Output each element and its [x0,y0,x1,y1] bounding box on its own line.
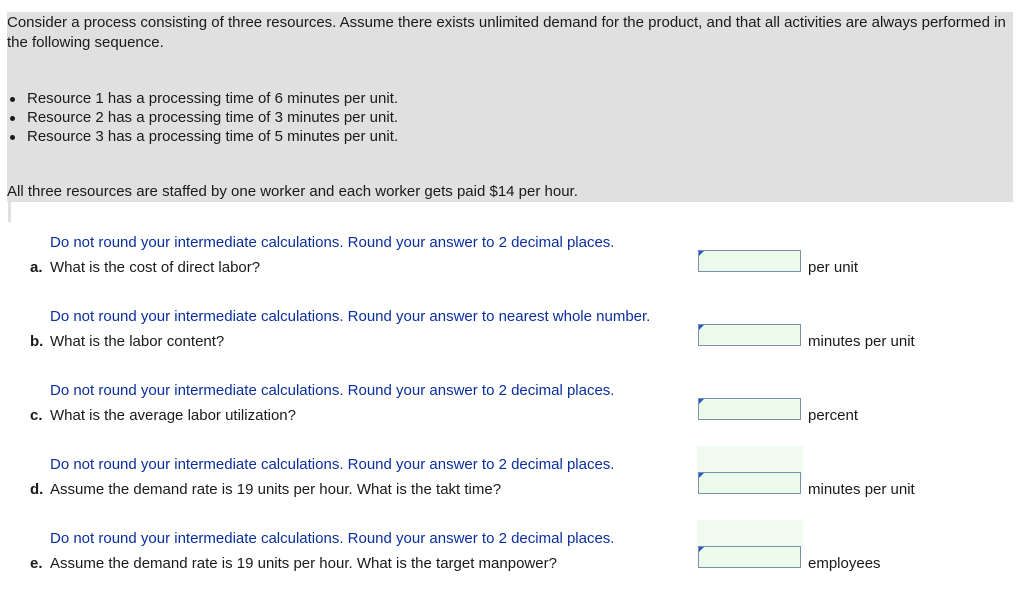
answer-d-flag-icon [699,473,704,478]
question-b-letter: b. [30,333,44,350]
answer-c-input[interactable] [698,398,801,420]
question-b [0,308,1024,358]
answer-a-unit: per unit [808,259,859,276]
problem-statement [7,12,1013,202]
answer-d-input[interactable] [698,472,801,494]
problem-intro: Consider a process consisting of three resources. Assume there exists unlimited demand for the product, and that all activities are always performed in the following sequence. [7,14,1006,51]
answer-c-unit: percent [808,407,859,424]
question-c [0,382,1024,432]
resource-item: Resource 1 has a processing time of 6 minutes per unit. [7,89,398,108]
question-group-divider [8,202,11,222]
answer-c-flag-icon [699,399,704,404]
question-d-instruction: Do not round your intermediate calculations. Round your answer to 2 decimal places. [50,456,615,473]
question-b-text: What is the labor content? [50,333,225,350]
staffing-info: All three resources are staffed by one worker and each worker gets paid $14 per hour. [7,183,578,200]
question-a [0,234,1024,284]
question-d-text: Assume the demand rate is 19 units per hour. What is the takt time? [50,481,502,498]
question-e-text: Assume the demand rate is 19 units per hour. What is the target manpower? [50,555,557,572]
resource-item: Resource 3 has a processing time of 5 minutes per unit. [7,127,398,146]
question-c-letter: c. [30,407,43,424]
answer-a-input[interactable] [698,250,801,272]
resource-item: Resource 2 has a processing time of 3 minutes per unit. [7,108,398,127]
answer-e-unit: employees [808,555,881,572]
answer-b-flag-icon [699,325,704,330]
question-d [0,456,1024,506]
question-e-letter: e. [30,555,43,572]
question-a-instruction: Do not round your intermediate calculations. Round your answer to 2 decimal places. [50,234,615,251]
answer-e-input[interactable] [698,546,801,568]
answer-b-input[interactable] [698,324,801,346]
resource-list [7,89,398,146]
answer-b-unit: minutes per unit [808,333,915,350]
question-c-instruction: Do not round your intermediate calculations. Round your answer to 2 decimal places. [50,382,615,399]
question-b-instruction: Do not round your intermediate calculations. Round your answer to nearest whole number. [50,308,651,325]
question-a-letter: a. [30,259,43,276]
answer-e-flag-icon [699,547,704,552]
answer-a-flag-icon [699,251,704,256]
question-d-letter: d. [30,481,44,498]
question-c-text: What is the average labor utilization? [50,407,296,424]
question-e-instruction: Do not round your intermediate calculations. Round your answer to 2 decimal places. [50,530,615,547]
question-a-text: What is the cost of direct labor? [50,259,261,276]
answer-d-unit: minutes per unit [808,481,915,498]
question-e [0,530,1024,580]
